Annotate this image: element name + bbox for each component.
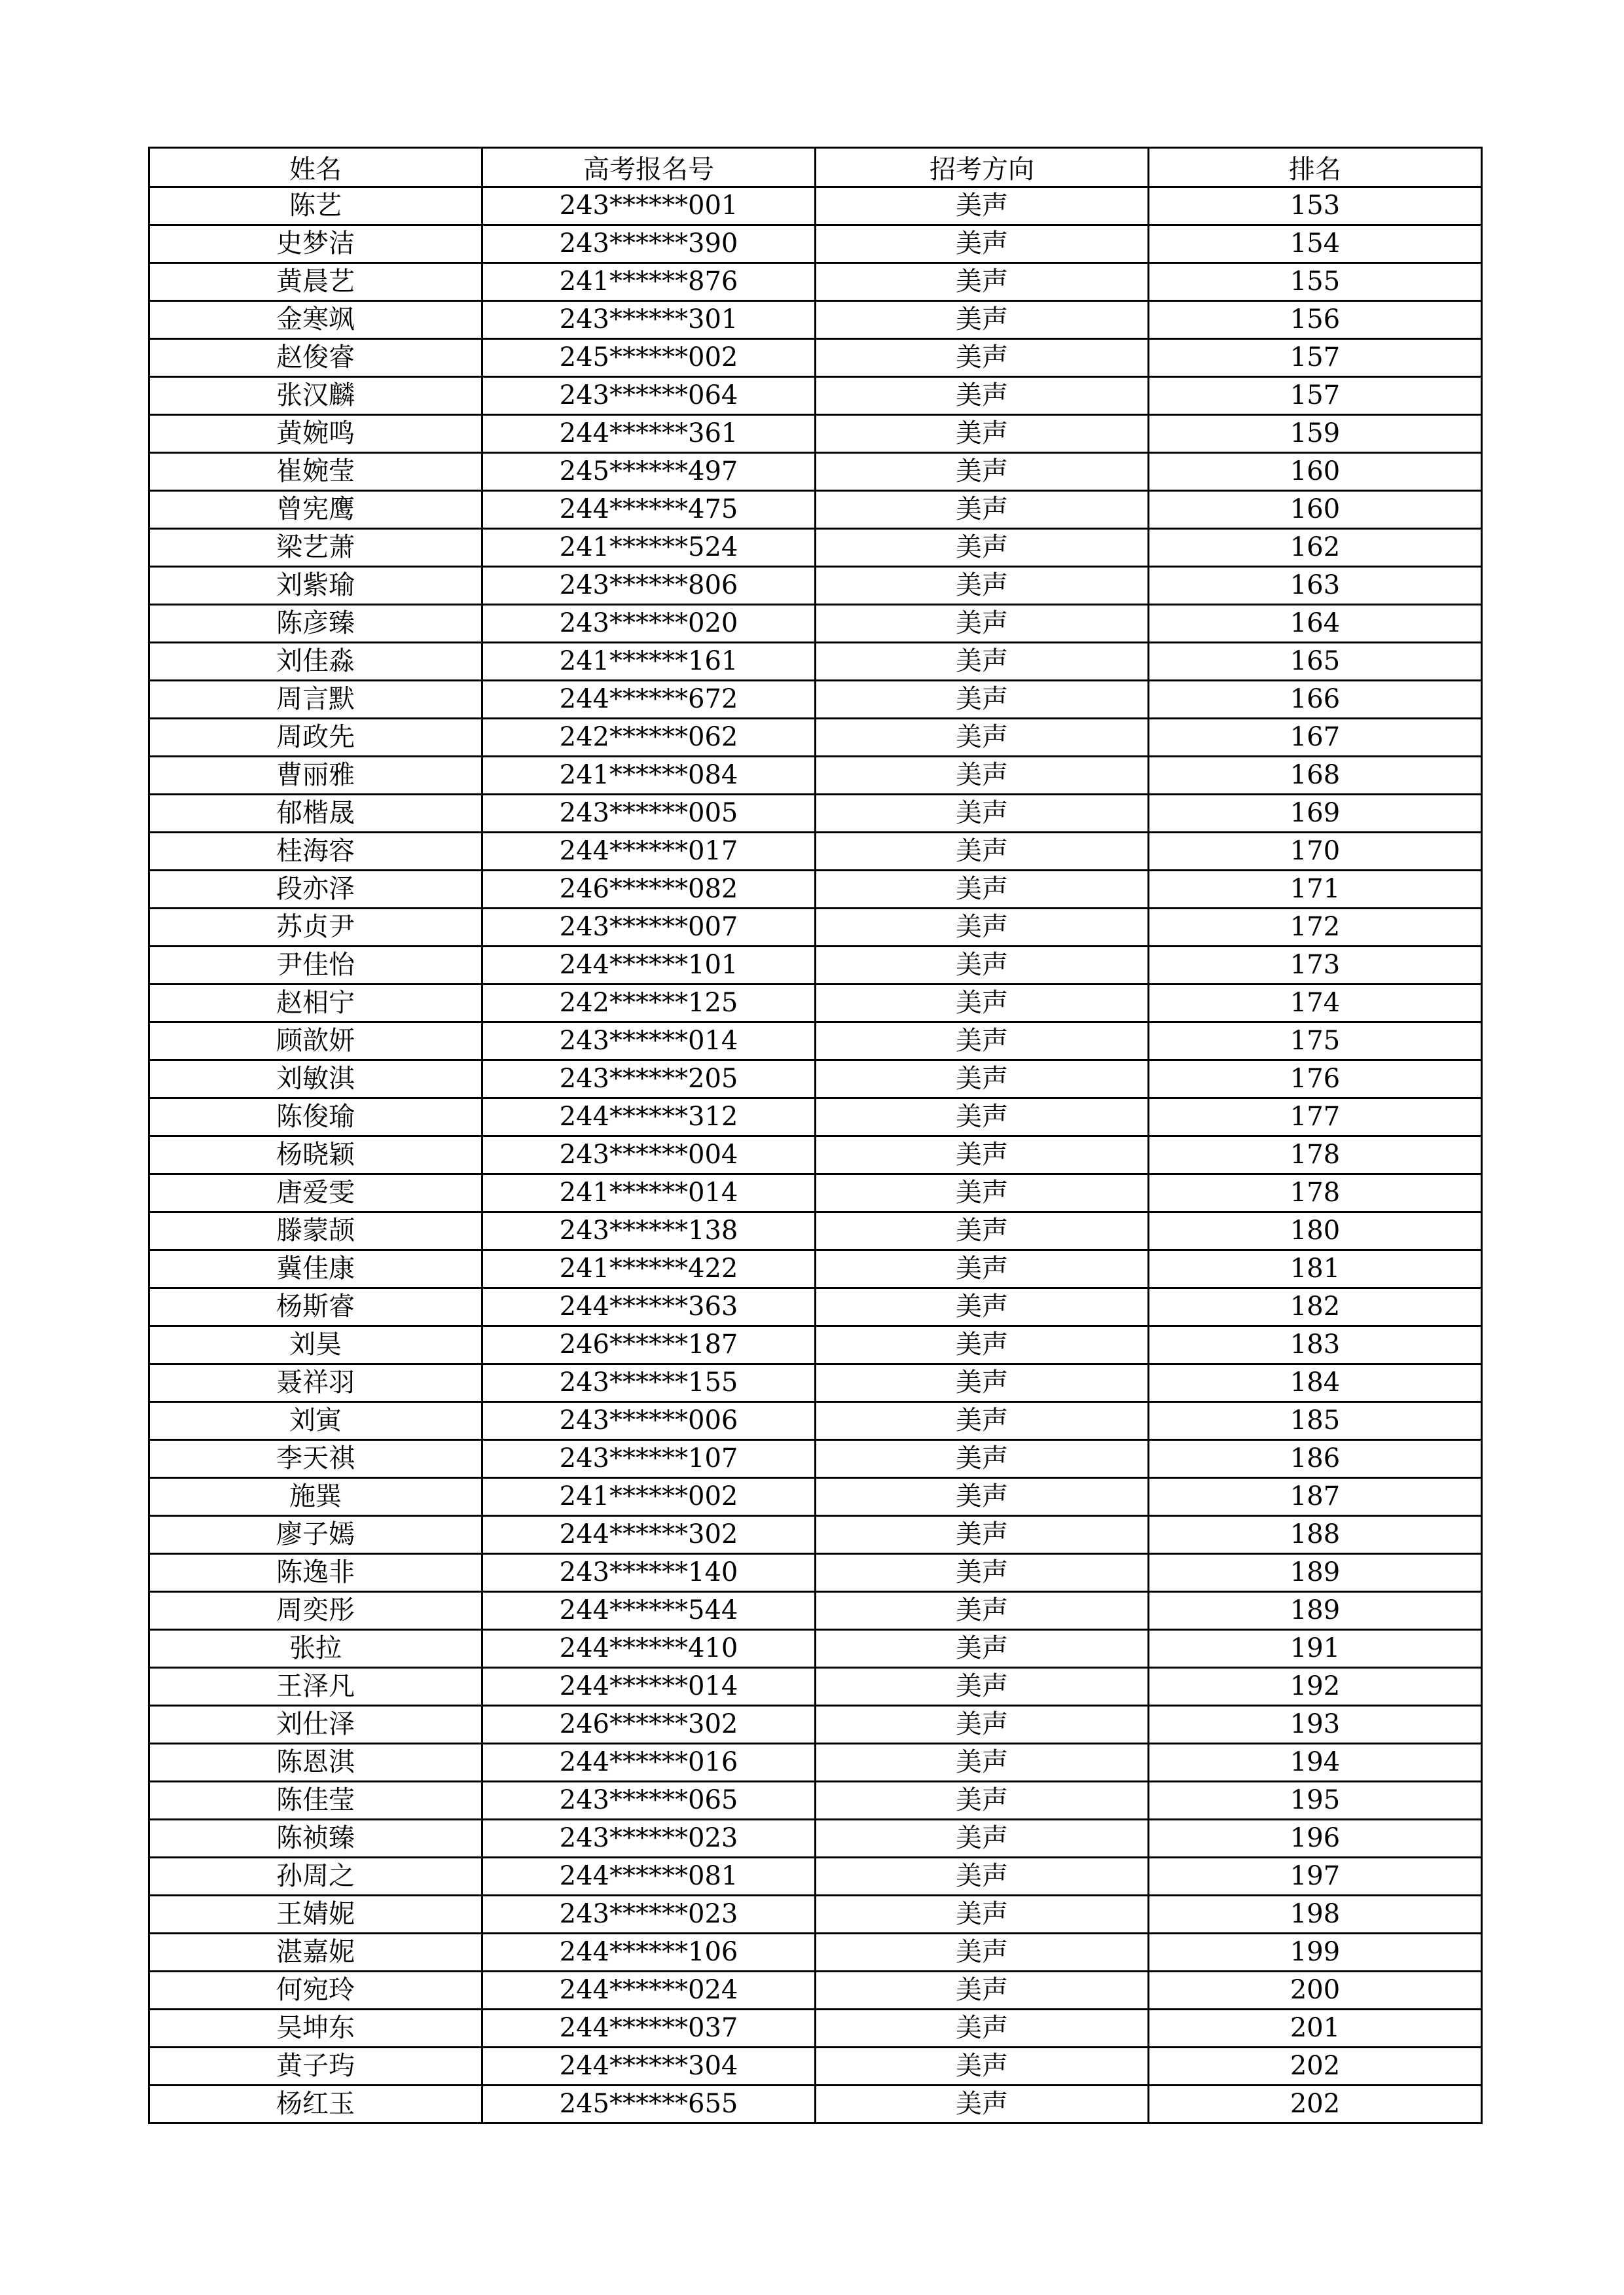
cell-direction: 美声	[816, 1782, 1149, 1820]
cell-direction: 美声	[816, 719, 1149, 757]
cell-direction: 美声	[816, 795, 1149, 833]
cell-exam-id: 243******020	[482, 605, 816, 643]
cell-direction: 美声	[816, 985, 1149, 1022]
cell-direction: 美声	[816, 187, 1149, 225]
cell-name: 王泽凡	[149, 1668, 482, 1706]
cell-exam-id: 244******017	[482, 833, 816, 871]
cell-direction: 美声	[816, 263, 1149, 301]
cell-exam-id: 244******312	[482, 1098, 816, 1136]
cell-direction: 美声	[816, 453, 1149, 491]
cell-rank: 196	[1149, 1820, 1482, 1858]
cell-rank: 172	[1149, 909, 1482, 947]
table-row	[149, 1934, 1482, 1972]
table-row	[149, 1212, 1482, 1250]
cell-exam-id: 244******024	[482, 1972, 816, 2010]
cell-direction: 美声	[816, 2010, 1149, 2048]
table-row	[149, 529, 1482, 567]
cell-rank: 168	[1149, 757, 1482, 795]
cell-name: 刘敏淇	[149, 1060, 482, 1098]
column-header-direction: 招考方向	[816, 148, 1149, 187]
cell-exam-id: 243******140	[482, 1554, 816, 1592]
cell-exam-id: 243******155	[482, 1364, 816, 1402]
cell-rank: 195	[1149, 1782, 1482, 1820]
cell-rank: 170	[1149, 833, 1482, 871]
cell-name: 黄晨艺	[149, 263, 482, 301]
cell-name: 陈逸非	[149, 1554, 482, 1592]
cell-direction: 美声	[816, 1896, 1149, 1934]
cell-exam-id: 244******101	[482, 947, 816, 985]
cell-direction: 美声	[816, 1592, 1149, 1630]
table-row	[149, 453, 1482, 491]
cell-exam-id: 241******876	[482, 263, 816, 301]
table-row	[149, 833, 1482, 871]
cell-rank: 164	[1149, 605, 1482, 643]
table-row	[149, 1744, 1482, 1782]
table-row	[149, 681, 1482, 719]
cell-rank: 180	[1149, 1212, 1482, 1250]
table-row	[149, 1820, 1482, 1858]
column-header-rank: 排名	[1149, 148, 1482, 187]
cell-direction: 美声	[816, 1858, 1149, 1896]
table-row	[149, 2048, 1482, 2086]
cell-exam-id: 241******084	[482, 757, 816, 795]
cell-rank: 191	[1149, 1630, 1482, 1668]
cell-name: 唐爱雯	[149, 1174, 482, 1212]
cell-rank: 154	[1149, 225, 1482, 263]
cell-rank: 202	[1149, 2086, 1482, 2123]
cell-name: 段亦泽	[149, 871, 482, 909]
table-row	[149, 1592, 1482, 1630]
cell-exam-id: 243******007	[482, 909, 816, 947]
cell-name: 陈佳莹	[149, 1782, 482, 1820]
cell-name: 黄婉鸣	[149, 415, 482, 453]
cell-name: 曹丽雅	[149, 757, 482, 795]
table-row	[149, 1440, 1482, 1478]
cell-rank: 160	[1149, 453, 1482, 491]
cell-exam-id: 243******014	[482, 1022, 816, 1060]
header-row	[149, 148, 1482, 187]
cell-rank: 169	[1149, 795, 1482, 833]
cell-rank: 192	[1149, 1668, 1482, 1706]
cell-direction: 美声	[816, 339, 1149, 377]
cell-rank: 194	[1149, 1744, 1482, 1782]
cell-exam-id: 244******016	[482, 1744, 816, 1782]
cell-exam-id: 243******023	[482, 1820, 816, 1858]
table-row	[149, 1554, 1482, 1592]
table-row	[149, 643, 1482, 681]
cell-rank: 197	[1149, 1858, 1482, 1896]
cell-name: 刘紫瑜	[149, 567, 482, 605]
cell-exam-id: 242******062	[482, 719, 816, 757]
cell-exam-id: 244******363	[482, 1288, 816, 1326]
cell-exam-id: 243******001	[482, 187, 816, 225]
cell-rank: 183	[1149, 1326, 1482, 1364]
table-row	[149, 1630, 1482, 1668]
cell-name: 廖子嫣	[149, 1516, 482, 1554]
cell-rank: 182	[1149, 1288, 1482, 1326]
cell-rank: 187	[1149, 1478, 1482, 1516]
cell-exam-id: 245******002	[482, 339, 816, 377]
cell-direction: 美声	[816, 491, 1149, 529]
cell-name: 崔婉莹	[149, 453, 482, 491]
cell-exam-id: 244******106	[482, 1934, 816, 1972]
cell-direction: 美声	[816, 1098, 1149, 1136]
cell-exam-id: 244******672	[482, 681, 816, 719]
cell-direction: 美声	[816, 1934, 1149, 1972]
cell-rank: 167	[1149, 719, 1482, 757]
cell-name: 桂海容	[149, 833, 482, 871]
cell-rank: 166	[1149, 681, 1482, 719]
table-body	[149, 187, 1482, 2123]
table-row	[149, 795, 1482, 833]
cell-exam-id: 241******422	[482, 1250, 816, 1288]
cell-name: 刘佳淼	[149, 643, 482, 681]
cell-exam-id: 243******806	[482, 567, 816, 605]
cell-exam-id: 244******410	[482, 1630, 816, 1668]
column-header-exam-id: 高考报名号	[482, 148, 816, 187]
table-row	[149, 1972, 1482, 2010]
table-row	[149, 1022, 1482, 1060]
table-row	[149, 985, 1482, 1022]
cell-name: 尹佳怡	[149, 947, 482, 985]
table-row	[149, 2010, 1482, 2048]
cell-name: 滕蒙颉	[149, 1212, 482, 1250]
cell-rank: 159	[1149, 415, 1482, 453]
table-row	[149, 1782, 1482, 1820]
cell-rank: 157	[1149, 377, 1482, 415]
cell-name: 张汉麟	[149, 377, 482, 415]
cell-name: 曾宪鹰	[149, 491, 482, 529]
cell-direction: 美声	[816, 605, 1149, 643]
cell-direction: 美声	[816, 909, 1149, 947]
cell-rank: 163	[1149, 567, 1482, 605]
cell-direction: 美声	[816, 757, 1149, 795]
cell-rank: 165	[1149, 643, 1482, 681]
cell-name: 杨红玉	[149, 2086, 482, 2123]
table-row	[149, 1478, 1482, 1516]
cell-direction: 美声	[816, 1668, 1149, 1706]
cell-exam-id: 243******205	[482, 1060, 816, 1098]
table-row	[149, 377, 1482, 415]
table-row	[149, 1250, 1482, 1288]
cell-name: 史梦洁	[149, 225, 482, 263]
cell-direction: 美声	[816, 377, 1149, 415]
cell-exam-id: 241******014	[482, 1174, 816, 1212]
cell-direction: 美声	[816, 1440, 1149, 1478]
table-row	[149, 415, 1482, 453]
cell-name: 陈艺	[149, 187, 482, 225]
cell-rank: 200	[1149, 1972, 1482, 2010]
cell-exam-id: 245******497	[482, 453, 816, 491]
cell-name: 施巽	[149, 1478, 482, 1516]
cell-exam-id: 244******361	[482, 415, 816, 453]
cell-name: 周政先	[149, 719, 482, 757]
table-row	[149, 947, 1482, 985]
cell-rank: 177	[1149, 1098, 1482, 1136]
cell-name: 杨斯睿	[149, 1288, 482, 1326]
cell-exam-id: 242******125	[482, 985, 816, 1022]
cell-direction: 美声	[816, 1706, 1149, 1744]
cell-name: 刘昊	[149, 1326, 482, 1364]
cell-direction: 美声	[816, 1136, 1149, 1174]
cell-name: 李天祺	[149, 1440, 482, 1478]
cell-direction: 美声	[816, 1174, 1149, 1212]
cell-exam-id: 244******304	[482, 2048, 816, 2086]
cell-direction: 美声	[816, 833, 1149, 871]
cell-exam-id: 246******082	[482, 871, 816, 909]
cell-name: 陈祯臻	[149, 1820, 482, 1858]
cell-direction: 美声	[816, 2048, 1149, 2086]
cell-exam-id: 244******302	[482, 1516, 816, 1554]
table-row	[149, 1402, 1482, 1440]
table-row	[149, 263, 1482, 301]
cell-direction: 美声	[816, 1288, 1149, 1326]
cell-exam-id: 244******475	[482, 491, 816, 529]
cell-direction: 美声	[816, 1022, 1149, 1060]
table-row	[149, 1136, 1482, 1174]
cell-exam-id: 243******004	[482, 1136, 816, 1174]
table-row	[149, 1288, 1482, 1326]
cell-name: 王婧妮	[149, 1896, 482, 1934]
cell-exam-id: 244******037	[482, 2010, 816, 2048]
cell-direction: 美声	[816, 681, 1149, 719]
cell-direction: 美声	[816, 225, 1149, 263]
cell-rank: 157	[1149, 339, 1482, 377]
cell-rank: 188	[1149, 1516, 1482, 1554]
cell-name: 陈彦臻	[149, 605, 482, 643]
cell-direction: 美声	[816, 1402, 1149, 1440]
table-row	[149, 187, 1482, 225]
cell-name: 聂祥羽	[149, 1364, 482, 1402]
table-row	[149, 1326, 1482, 1364]
cell-rank: 193	[1149, 1706, 1482, 1744]
cell-name: 陈俊瑜	[149, 1098, 482, 1136]
cell-rank: 181	[1149, 1250, 1482, 1288]
cell-rank: 153	[1149, 187, 1482, 225]
table-row	[149, 567, 1482, 605]
cell-rank: 199	[1149, 1934, 1482, 1972]
cell-name: 周言默	[149, 681, 482, 719]
cell-name: 陈恩淇	[149, 1744, 482, 1782]
table-row	[149, 1364, 1482, 1402]
cell-exam-id: 244******081	[482, 1858, 816, 1896]
cell-direction: 美声	[816, 1364, 1149, 1402]
table-row	[149, 1516, 1482, 1554]
table-row	[149, 339, 1482, 377]
table-row	[149, 1060, 1482, 1098]
table-row	[149, 605, 1482, 643]
cell-exam-id: 241******002	[482, 1478, 816, 1516]
cell-exam-id: 241******161	[482, 643, 816, 681]
cell-rank: 186	[1149, 1440, 1482, 1478]
table-row	[149, 1668, 1482, 1706]
cell-name: 孙周之	[149, 1858, 482, 1896]
cell-exam-id: 243******301	[482, 301, 816, 339]
cell-name: 周奕彤	[149, 1592, 482, 1630]
cell-rank: 198	[1149, 1896, 1482, 1934]
cell-name: 何宛玲	[149, 1972, 482, 2010]
table-row	[149, 225, 1482, 263]
cell-rank: 174	[1149, 985, 1482, 1022]
cell-name: 冀佳康	[149, 1250, 482, 1288]
cell-exam-id: 246******302	[482, 1706, 816, 1744]
cell-rank: 176	[1149, 1060, 1482, 1098]
cell-direction: 美声	[816, 529, 1149, 567]
cell-exam-id: 241******524	[482, 529, 816, 567]
table-row	[149, 1706, 1482, 1744]
cell-exam-id: 243******064	[482, 377, 816, 415]
table-row	[149, 1174, 1482, 1212]
table-row	[149, 909, 1482, 947]
cell-rank: 202	[1149, 2048, 1482, 2086]
cell-name: 黄子玙	[149, 2048, 482, 2086]
cell-name: 苏贞尹	[149, 909, 482, 947]
cell-exam-id: 243******023	[482, 1896, 816, 1934]
table-row	[149, 871, 1482, 909]
cell-name: 杨晓颖	[149, 1136, 482, 1174]
cell-exam-id: 243******107	[482, 1440, 816, 1478]
table-row	[149, 719, 1482, 757]
cell-exam-id: 243******390	[482, 225, 816, 263]
cell-name: 郁楷晟	[149, 795, 482, 833]
cell-direction: 美声	[816, 1630, 1149, 1668]
cell-exam-id: 245******655	[482, 2086, 816, 2123]
column-header-name: 姓名	[149, 148, 482, 187]
cell-rank: 175	[1149, 1022, 1482, 1060]
cell-exam-id: 244******544	[482, 1592, 816, 1630]
table-row	[149, 1858, 1482, 1896]
table-row	[149, 1896, 1482, 1934]
cell-name: 吴坤东	[149, 2010, 482, 2048]
cell-direction: 美声	[816, 1744, 1149, 1782]
cell-direction: 美声	[816, 1972, 1149, 2010]
cell-rank: 201	[1149, 2010, 1482, 2048]
cell-exam-id: 244******014	[482, 1668, 816, 1706]
cell-exam-id: 243******006	[482, 1402, 816, 1440]
cell-name: 刘寅	[149, 1402, 482, 1440]
cell-rank: 155	[1149, 263, 1482, 301]
cell-name: 顾歆妍	[149, 1022, 482, 1060]
cell-rank: 160	[1149, 491, 1482, 529]
cell-rank: 171	[1149, 871, 1482, 909]
cell-rank: 185	[1149, 1402, 1482, 1440]
cell-direction: 美声	[816, 1212, 1149, 1250]
cell-exam-id: 243******065	[482, 1782, 816, 1820]
cell-name: 金寒飒	[149, 301, 482, 339]
table-row	[149, 491, 1482, 529]
table-row	[149, 1098, 1482, 1136]
cell-direction: 美声	[816, 1250, 1149, 1288]
cell-rank: 189	[1149, 1554, 1482, 1592]
cell-rank: 178	[1149, 1174, 1482, 1212]
cell-rank: 156	[1149, 301, 1482, 339]
cell-name: 赵相宁	[149, 985, 482, 1022]
cell-direction: 美声	[816, 415, 1149, 453]
cell-exam-id: 243******005	[482, 795, 816, 833]
cell-direction: 美声	[816, 1516, 1149, 1554]
cell-rank: 184	[1149, 1364, 1482, 1402]
table-row	[149, 301, 1482, 339]
table-row	[149, 757, 1482, 795]
cell-direction: 美声	[816, 1326, 1149, 1364]
cell-name: 赵俊睿	[149, 339, 482, 377]
cell-direction: 美声	[816, 1820, 1149, 1858]
cell-name: 湛嘉妮	[149, 1934, 482, 1972]
cell-exam-id: 246******187	[482, 1326, 816, 1364]
cell-direction: 美声	[816, 567, 1149, 605]
cell-rank: 173	[1149, 947, 1482, 985]
cell-name: 张拉	[149, 1630, 482, 1668]
cell-direction: 美声	[816, 643, 1149, 681]
cell-name: 刘仕泽	[149, 1706, 482, 1744]
ranking-table	[148, 147, 1483, 2124]
cell-exam-id: 243******138	[482, 1212, 816, 1250]
cell-direction: 美声	[816, 2086, 1149, 2123]
cell-rank: 189	[1149, 1592, 1482, 1630]
cell-direction: 美声	[816, 301, 1149, 339]
cell-direction: 美声	[816, 1554, 1149, 1592]
table-row	[149, 2086, 1482, 2123]
cell-direction: 美声	[816, 947, 1149, 985]
cell-rank: 162	[1149, 529, 1482, 567]
cell-name: 梁艺萧	[149, 529, 482, 567]
cell-direction: 美声	[816, 1060, 1149, 1098]
cell-direction: 美声	[816, 1478, 1149, 1516]
cell-direction: 美声	[816, 871, 1149, 909]
cell-rank: 178	[1149, 1136, 1482, 1174]
